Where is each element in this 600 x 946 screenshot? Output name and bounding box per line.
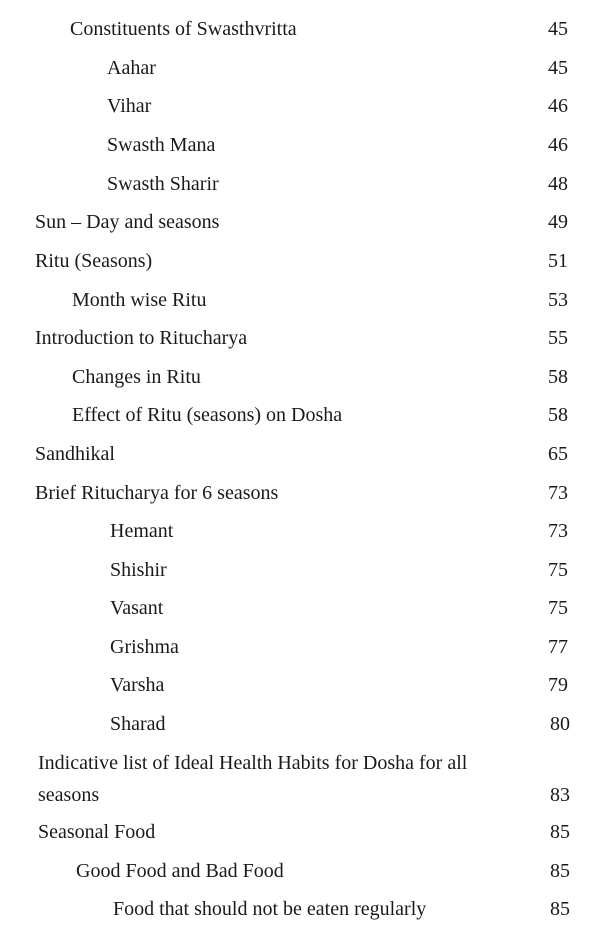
toc-entry-page: 73 xyxy=(548,520,568,542)
toc-entry-title: Changes in Ritu xyxy=(72,366,201,388)
toc-entry-title: Food that should not be eaten regularly xyxy=(113,898,427,920)
toc-entry-title: Sun – Day and seasons xyxy=(35,211,220,233)
toc-entry-page: 46 xyxy=(548,134,568,156)
toc-entry-title: Introduction to Ritucharya xyxy=(35,327,248,349)
toc-entry-page: 58 xyxy=(548,366,568,388)
toc-entry-title: Hemant xyxy=(110,520,174,542)
toc-entry-page: 46 xyxy=(548,95,568,117)
toc-entry-page: 73 xyxy=(548,482,568,504)
toc-entry-title: Grishma xyxy=(110,636,179,658)
toc-entry-page: 75 xyxy=(548,559,568,581)
toc-entry-title: Constituents of Swasthvritta xyxy=(70,18,297,40)
toc-entry-page: 85 xyxy=(550,898,570,920)
toc-entry-page: 58 xyxy=(548,404,568,426)
toc-entry-title: Ritu (Seasons) xyxy=(35,250,153,272)
toc-entry-title: Vihar xyxy=(107,95,152,117)
toc-entry-title: Seasonal Food xyxy=(38,821,156,843)
toc-entry-title: Varsha xyxy=(110,674,165,696)
toc-entry-title: Sandhikal xyxy=(35,443,115,465)
toc-entry-title: Shishir xyxy=(110,559,167,581)
toc-entry-page: 45 xyxy=(548,18,568,40)
toc-entry-page: 80 xyxy=(550,713,570,735)
toc-entry-page: 75 xyxy=(548,597,568,619)
toc-entry-title: Vasant xyxy=(110,597,164,619)
toc-entry-page: 83 xyxy=(550,784,570,806)
toc-entry-title: Brief Ritucharya for 6 seasons xyxy=(35,482,279,504)
toc-entry-page: 49 xyxy=(548,211,568,233)
toc-entry-title: Month wise Ritu xyxy=(72,289,207,311)
toc-entry-title: Swasth Sharir xyxy=(107,173,219,195)
toc-entry-page: 85 xyxy=(550,860,570,882)
toc-entry-title: Swasth Mana xyxy=(107,134,216,156)
toc-entry-page: 53 xyxy=(548,289,568,311)
toc-entry-page: 79 xyxy=(548,674,568,696)
toc-entry-title-continued: seasons xyxy=(38,784,100,806)
toc-entry-title: Good Food and Bad Food xyxy=(76,860,284,882)
toc-entry-page: 51 xyxy=(548,250,568,272)
toc-entry-page: 65 xyxy=(548,443,568,465)
toc-entry-page: 48 xyxy=(548,173,568,195)
toc-entry-page: 45 xyxy=(548,57,568,79)
toc-entry-page: 55 xyxy=(548,327,568,349)
toc-entry-title: Indicative list of Ideal Health Habits for Dosha for all xyxy=(38,752,468,774)
toc-entry-title: Effect of Ritu (seasons) on Dosha xyxy=(72,404,343,426)
toc-entry-page: 77 xyxy=(548,636,568,658)
toc-entry-title: Sharad xyxy=(110,713,166,735)
toc-entry-title: Aahar xyxy=(107,57,156,79)
toc-entry-page: 85 xyxy=(550,821,570,843)
